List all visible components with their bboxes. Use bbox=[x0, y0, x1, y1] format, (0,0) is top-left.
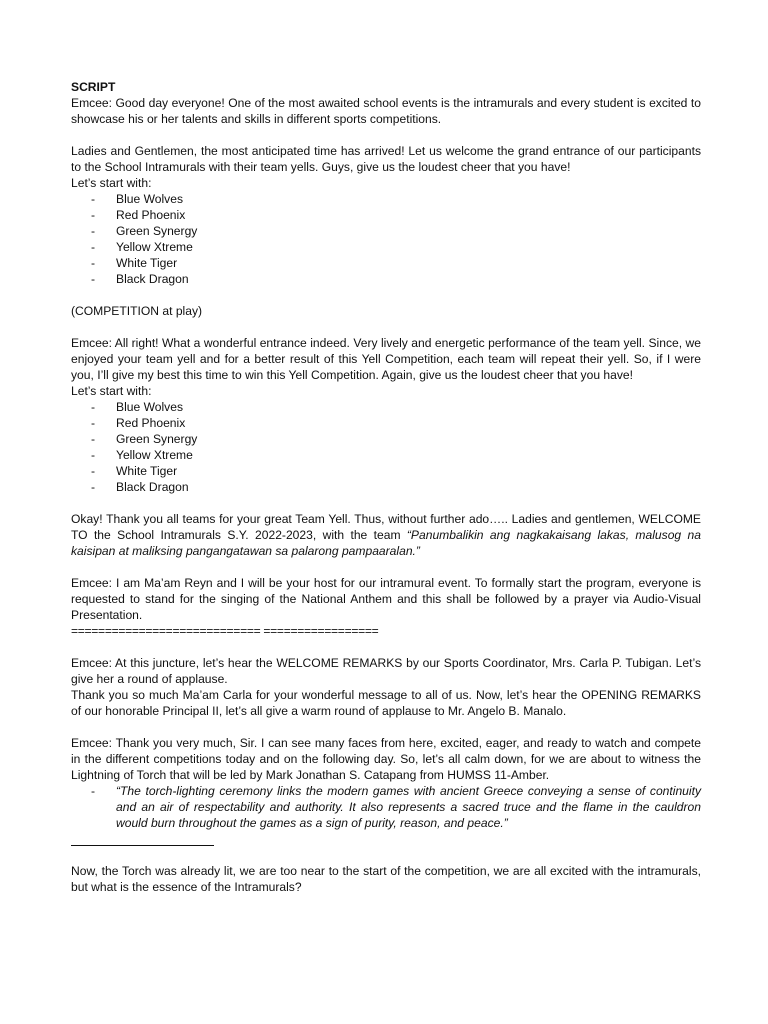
list-dash: - bbox=[91, 272, 96, 286]
paragraph-welcome-remarks: Emcee: At this juncture, let’s hear the WELCOME REMARKS by our Sports Coordinator, Mrs. Carla P. Tubigan. Let’s give her a round of applause. bbox=[71, 656, 701, 686]
spacer bbox=[71, 319, 701, 335]
list-item bbox=[71, 399, 701, 415]
team-name: Yellow Xtreme bbox=[116, 448, 193, 462]
list-dash: - bbox=[91, 416, 96, 430]
list-dash: - bbox=[91, 448, 96, 462]
list-dash: - bbox=[91, 432, 96, 446]
paragraph-repeat-yell: Emcee: All right! What a wonderful entrance indeed. Very lively and energetic performance of the team yell. Since, we enjoyed your team yell and for a better result of this Yell Competition, each team will repeat their yell. So, if I were you, I’ll give my best this time to win this Yell Competition. Again, give us the loudest cheer that you have! bbox=[71, 336, 701, 382]
list-item bbox=[71, 223, 701, 239]
paragraph-grand-entrance: Ladies and Gentlemen, the most anticipated time has arrived! Let us welcome the grand entrance of our participants to the School Intramurals with their team yells. Guys, give us the loudest cheer that you have! bbox=[71, 144, 701, 174]
welcome-text: Okay! Thank you all teams for your great Team Yell. Thus, without further ado….. Ladies and gentlemen, WELCOME TO the School Intramurals S.Y. 2022-2023, with the team bbox=[71, 512, 701, 542]
team-name: Red Phoenix bbox=[116, 208, 186, 222]
spacer bbox=[71, 127, 701, 143]
list-item bbox=[71, 463, 701, 479]
spacer bbox=[71, 495, 701, 511]
team-name: White Tiger bbox=[116, 256, 178, 270]
list-dash: - bbox=[91, 192, 96, 206]
script-heading: SCRIPT bbox=[71, 80, 116, 94]
list-item bbox=[71, 479, 701, 495]
team-name: Red Phoenix bbox=[116, 416, 186, 430]
spacer bbox=[71, 287, 701, 303]
spacer bbox=[71, 559, 701, 575]
list-item bbox=[71, 207, 701, 223]
list-dash: - bbox=[91, 464, 96, 478]
team-name: White Tiger bbox=[116, 464, 178, 478]
document-page bbox=[71, 79, 701, 895]
team-name: Blue Wolves bbox=[116, 192, 183, 206]
list-dash: - bbox=[91, 208, 96, 222]
list-dash: - bbox=[91, 784, 96, 798]
list-item bbox=[71, 447, 701, 463]
team-name: Yellow Xtreme bbox=[116, 240, 193, 254]
team-name: Black Dragon bbox=[116, 272, 189, 286]
team-name: Green Synergy bbox=[116, 432, 198, 446]
team-list-2 bbox=[71, 399, 701, 495]
list-item bbox=[71, 255, 701, 271]
list-item bbox=[71, 191, 701, 207]
list-dash: - bbox=[91, 240, 96, 254]
list-dash: - bbox=[91, 224, 96, 238]
competition-note: (COMPETITION at play) bbox=[71, 304, 203, 318]
separator-line: ============================ ================= bbox=[71, 624, 379, 638]
torch-quote-block bbox=[71, 783, 701, 831]
list-dash: - bbox=[91, 400, 96, 414]
paragraph-opening-remarks: Thank you so much Ma’am Carla for your wonderful message to all of us. Now, let’s hear the OPENING REMARKS of our honorable Principal II, let’s all give a warm round of applause to Mr. Angelo B. Manalo. bbox=[71, 688, 701, 718]
paragraph-torch: Emcee: Thank you very much, Sir. I can see many faces from here, excited, eager, and ready to watch and compete in the different competitions today and on the following day. So, let’s all calm down, for we are about to witness the Lightning of Torch that will be led by Mark Jonathan S. Catapang from HUMSS 11-Amber. bbox=[71, 736, 701, 782]
list-dash: - bbox=[91, 256, 96, 270]
paragraph-intro: Emcee: Good day everyone! One of the most awaited school events is the intramurals and every student is excited to showcase his or her talents and skills in different sports competitions. bbox=[71, 96, 701, 126]
footnote-rule bbox=[71, 845, 214, 846]
team-list-1 bbox=[71, 191, 701, 287]
spacer bbox=[71, 639, 701, 655]
team-name: Blue Wolves bbox=[116, 400, 183, 414]
lets-start-label-2: Let’s start with: bbox=[71, 384, 152, 398]
list-item bbox=[71, 431, 701, 447]
list-dash: - bbox=[91, 480, 96, 494]
list-item bbox=[71, 239, 701, 255]
spacer bbox=[71, 719, 701, 735]
torch-quote: “The torch-lighting ceremony links the modern games with ancient Greece conveying a sense of continuity and an air of respectability and authority. It also represents a sacred truce and the flame in the cauldron would burn throughout the games as a sign of purity, reason, and peace.” bbox=[116, 784, 701, 830]
list-item bbox=[71, 271, 701, 287]
list-item bbox=[71, 415, 701, 431]
team-name: Green Synergy bbox=[116, 224, 198, 238]
lets-start-label-1: Let’s start with: bbox=[71, 176, 152, 190]
team-name: Black Dragon bbox=[116, 480, 189, 494]
paragraph-host: Emcee: I am Ma’am Reyn and I will be your host for our intramural event. To formally start the program, everyone is requested to stand for the singing of the National Anthem and this shall be followed by a prayer via Audio-Visual Presentation. bbox=[71, 576, 701, 622]
paragraph-essence: Now, the Torch was already lit, we are too near to the start of the competition, we are all excited with the intramurals, but what is the essence of the Intramurals? bbox=[71, 864, 701, 894]
paragraph-welcome bbox=[71, 511, 701, 559]
theme-quote: “Panumbalikin ang nagkakaisang lakas, malusog na kaisipan at maliksing pangangatawan sa palarong pampaaralan.” bbox=[71, 528, 701, 558]
